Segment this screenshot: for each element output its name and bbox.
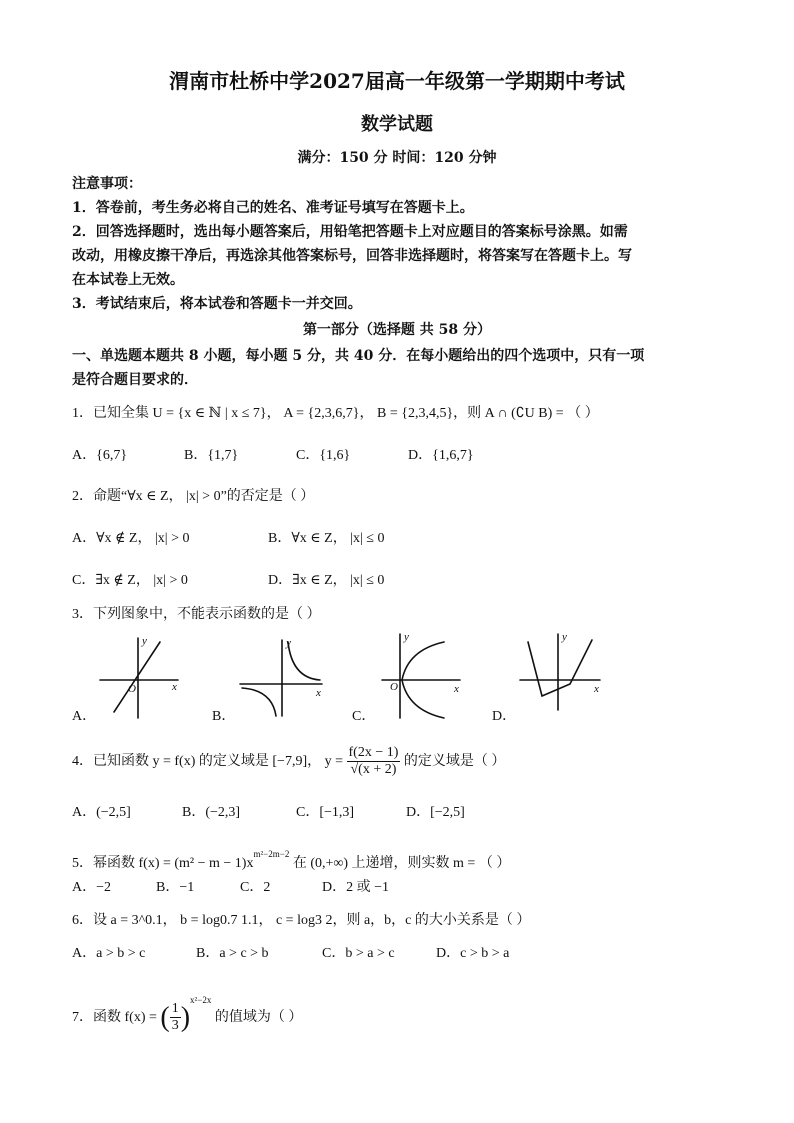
graph-d — [516, 630, 604, 716]
graph-a — [96, 634, 182, 720]
graph-a-y-label: y — [142, 635, 147, 647]
graph-a-origin: O — [128, 683, 136, 695]
graph-c-origin: O — [390, 681, 398, 693]
exam-subtitle: 数学试题 — [361, 114, 433, 135]
question-1-option-c: C．{1,6} — [296, 448, 351, 463]
question-5-option-a: A．−2 — [72, 880, 112, 895]
graph-a-curve — [114, 642, 160, 712]
question-7-frac-den: 3 — [171, 1018, 179, 1034]
question-7-exponent: x²−2x — [190, 995, 212, 1005]
question-4-frac-num: f(2x − 1) — [348, 745, 399, 761]
section-instructions-1: 一、单选题本题共 8 小题，每小题 5 分，共 40 分．在每小题给出的四个选项中，只有一项 — [72, 348, 645, 364]
question-7-stem-prefix: 7．函数 f(x) = — [72, 1010, 157, 1025]
part1-heading: 第一部分（选择题 共 58 分） — [302, 322, 492, 338]
question-5-option-b: B．−1 — [156, 880, 195, 895]
question-5-option-d: D．2 或 −1 — [322, 880, 390, 895]
question-4-option-d: D．[−2,5] — [406, 805, 465, 820]
question-6-option-d: D．c > b > a — [436, 946, 510, 961]
exam-title: 渭南市杜桥中学2027届高一年级第一学期期中考试 — [169, 69, 625, 93]
question-7-stem-suffix: 的值域为（ ） — [214, 1010, 303, 1025]
question-6-option-b: B．a > c > b — [196, 946, 269, 961]
question-3-option-d: D． — [492, 709, 517, 724]
section-instructions-2: 是符合题目要求的． — [72, 372, 198, 388]
graph-d-curve — [528, 640, 592, 696]
question-6-stem: 6．设 a = 3^0.1， b = log0.7 1.1， c = log3 2，则 a，b，c 的大小关系是（ ） — [72, 913, 531, 928]
graph-b-y-label: y — [286, 637, 291, 649]
question-2-stem: 2．命题“∀x ∈ Z， |x| > 0”的否定是（ ） — [72, 489, 315, 504]
question-2-option-c: C．∃x ∉ Z， |x| > 0 — [72, 573, 188, 588]
question-1-option-a: A．{6,7} — [72, 448, 128, 463]
note-item-2-cont: 改动，用橡皮擦干净后，再选涂其他答案标号，回答非选择题时，将答案写在答题卡上。写 — [72, 248, 632, 264]
question-1-option-d: D．{1,6,7} — [408, 448, 474, 463]
graph-b-x-label: x — [316, 687, 321, 699]
question-5-exponent: m²−2m−2 — [253, 849, 290, 859]
graph-b-curve-upper — [288, 642, 320, 680]
question-4-stem-prefix: 4．已知函数 y = f(x) 的定义域是 [−7,9]， y = — [72, 754, 343, 769]
question-5-stem-prefix: 5．幂函数 f(x) = (m² − m − 1)x — [72, 856, 254, 871]
question-3-stem: 3．下列图象中，不能表示函数的是（ ） — [72, 607, 321, 622]
question-6-option-c: C．b > a > c — [322, 946, 395, 961]
graph-d-y-label: y — [562, 631, 567, 643]
graph-c-x-label: x — [454, 683, 459, 695]
question-4-frac-den: √(x + 2) — [350, 762, 397, 778]
question-2-option-a: A．∀x ∉ Z， |x| > 0 — [72, 531, 190, 546]
graph-c-y-label: y — [404, 631, 409, 643]
graph-a-x-label: x — [172, 681, 177, 693]
note-item-2: 2．回答选择题时，选出每小题答案后，用铅笔把答题卡上对应题目的答案标号涂黑。如需 — [72, 224, 628, 240]
question-7-paren-close: ) — [180, 1001, 191, 1033]
question-7-fraction — [170, 1001, 181, 1034]
question-4-stem-suffix: 的定义域是（ ） — [403, 754, 506, 769]
question-5-stem — [72, 844, 732, 874]
question-5-stem-suffix: 在 (0,+∞) 上递增，则实数 m = （ ） — [289, 856, 511, 871]
graph-d-x-label: x — [594, 683, 599, 695]
question-3-option-c: C． — [352, 709, 376, 724]
question-4-option-b: B．(−2,3] — [182, 805, 241, 820]
question-2-option-d: D．∃x ∈ Z， |x| ≤ 0 — [268, 573, 385, 588]
graph-b — [236, 634, 326, 720]
question-4-option-c: C．[−1,3] — [296, 805, 355, 820]
question-7-frac-num: 1 — [171, 1001, 179, 1017]
question-4-fraction — [347, 745, 401, 778]
question-1-stem: 1．已知全集 U = {x ∈ ℕ | x ≤ 7}， A = {2,3,6,7}， B = {2,3,4,5}，则 A ∩ (∁U B) = （ ） — [72, 406, 599, 421]
question-3-option-b: B． — [212, 709, 236, 724]
question-1-option-b: B．{1,7} — [184, 448, 239, 463]
question-7-paren-open: ( — [160, 1001, 170, 1033]
question-7-stem — [72, 980, 732, 1034]
note-item-2-end: 在本试卷上无效。 — [72, 272, 184, 288]
question-6-option-a: A．a > b > c — [72, 946, 146, 961]
question-3-option-a: A． — [72, 709, 97, 724]
question-2-option-b: B．∀x ∈ Z， |x| ≤ 0 — [268, 531, 385, 546]
question-5-option-c: C．2 — [240, 880, 271, 895]
question-4-stem — [72, 744, 732, 784]
exam-meta: 满分：150 分 时间：120 分钟 — [297, 150, 497, 166]
note-item-3: 3．考试结束后，将本试卷和答题卡一并交回。 — [72, 296, 362, 312]
graph-c — [378, 630, 464, 722]
notes-heading: 注意事项： — [72, 176, 142, 192]
note-item-1: 1．答卷前，考生务必将自己的姓名、准考证号填写在答题卡上。 — [72, 200, 474, 216]
question-4-option-a: A．(−2,5] — [72, 805, 131, 820]
graph-b-curve-lower — [242, 688, 276, 716]
